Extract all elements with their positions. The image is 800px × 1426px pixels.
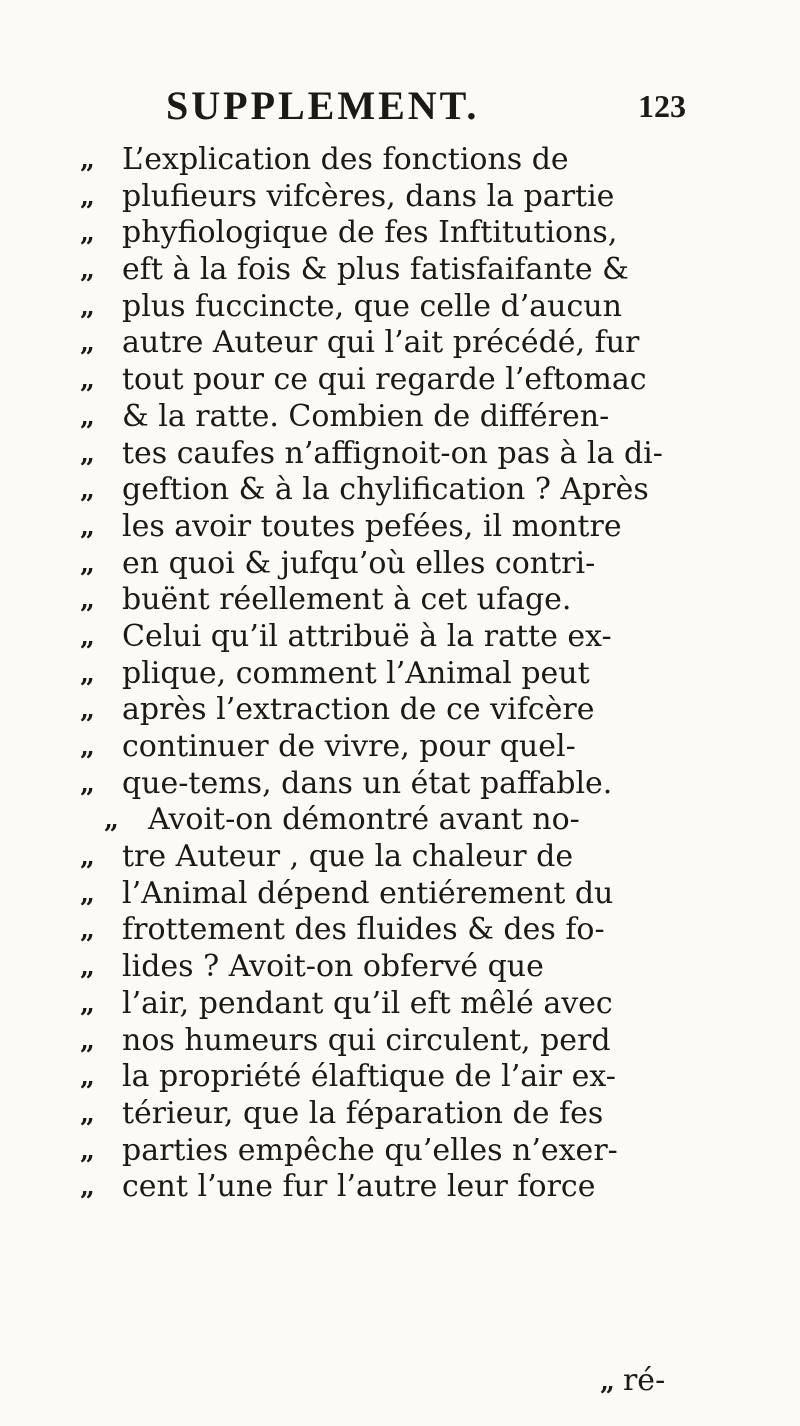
quote-mark: „ (104, 805, 119, 836)
line-text: cent l’une fur l’autre leur force (122, 1169, 596, 1205)
line-text: & la ratte. Combien de différen- (122, 398, 610, 434)
quote-mark: „ (80, 988, 95, 1019)
quote-mark: „ (80, 768, 95, 799)
line-text: après l’extraction de ce vifcère (122, 692, 595, 728)
quote-mark: „ (80, 511, 95, 542)
line-text: phyfiologique de fes Inftitutions, (122, 215, 618, 251)
line-text: eft à la fois & plus fatisfaifante & (122, 252, 629, 288)
text-line (80, 876, 780, 913)
quote-mark: „ (80, 438, 95, 469)
line-text: térieur, que la féparation de fes (122, 1095, 604, 1131)
text-line (80, 1096, 780, 1133)
text-line (80, 436, 780, 473)
quote-mark: „ (600, 1367, 615, 1397)
line-text: plufieurs vifcères, dans la partie (122, 178, 615, 214)
quote-mark: „ (80, 401, 95, 432)
text-line (80, 1023, 780, 1060)
quote-mark: „ (80, 1098, 95, 1129)
quote-mark: „ (80, 695, 95, 726)
quote-mark: „ (80, 548, 95, 579)
quote-mark: „ (80, 952, 95, 983)
text-line (80, 766, 780, 803)
line-text: l’Animal dépend entiérement du (122, 875, 614, 911)
line-text: nos humeurs qui circulent, perd (122, 1022, 611, 1058)
line-text: l’air, pendant qu’il eft mêlé avec (122, 985, 613, 1021)
running-title: SUPPLEMENT. (166, 83, 480, 128)
text-line (80, 1169, 780, 1206)
text-line (80, 289, 780, 326)
line-text: parties empêche qu’elles n’exer- (122, 1132, 618, 1168)
text-line (80, 912, 780, 949)
text-line (80, 179, 780, 216)
page-header (166, 82, 686, 134)
text-line (80, 252, 780, 289)
text-line (80, 472, 780, 509)
line-text: la propriété élaftique de l’air ex- (122, 1059, 616, 1095)
quote-mark: „ (80, 1062, 95, 1093)
quote-mark: „ (80, 878, 95, 909)
quote-mark: „ (80, 585, 95, 616)
quote-mark: „ (80, 145, 95, 175)
text-line (80, 839, 780, 876)
text-line (80, 546, 780, 583)
text-line (80, 325, 780, 362)
quote-mark: „ (80, 915, 95, 946)
quote-mark: „ (80, 842, 95, 873)
line-text: tes caufes n’affignoit-on pas à la di- (122, 435, 663, 471)
line-text: lides ? Avoit-on obfervé que (122, 949, 544, 985)
text-line (80, 399, 780, 436)
quote-mark: „ (80, 218, 95, 249)
text-line (80, 582, 780, 619)
quote-mark: „ (80, 732, 95, 762)
text-line (80, 949, 780, 986)
text-line (80, 215, 780, 252)
quote-mark: „ (80, 1172, 95, 1203)
quote-mark: „ (80, 475, 95, 506)
line-text: frottement des fluides & des fo- (122, 912, 605, 948)
quote-mark: „ (80, 1025, 95, 1056)
line-text: L’explication des fonctions de (122, 142, 569, 177)
line-text: buënt réellement à cet ufage. (122, 582, 572, 618)
text-line (80, 142, 780, 179)
text-line (80, 802, 780, 839)
quote-mark: „ (80, 621, 95, 652)
text-line (80, 1133, 780, 1170)
text-line (80, 509, 780, 546)
line-text: continuer de vivre, pour quel- (122, 729, 576, 764)
text-line (80, 729, 780, 766)
quote-mark: „ (80, 328, 95, 359)
text-line (80, 692, 780, 729)
text-body (80, 142, 780, 1206)
text-line (80, 656, 780, 693)
text-line (80, 619, 780, 656)
catchword (600, 1363, 665, 1398)
line-text: que-tems, dans un état paffable. (122, 765, 613, 801)
quote-mark: „ (80, 658, 95, 689)
text-line (80, 362, 780, 399)
line-text: en quoi & jufqu’où elles contri- (122, 545, 596, 581)
quote-mark: „ (80, 291, 95, 322)
quote-mark: „ (80, 1135, 95, 1166)
line-text: plus fuccincte, que celle d’aucun (122, 288, 622, 324)
line-text: Avoit-on démontré avant no- (148, 802, 580, 838)
text-line (80, 1059, 780, 1096)
catchword-text: ré- (622, 1363, 666, 1398)
line-text: tre Auteur , que la chaleur de (122, 839, 574, 875)
page-number: 123 (638, 88, 686, 124)
quote-mark: „ (80, 255, 95, 286)
text-line (80, 986, 780, 1023)
quote-mark: „ (80, 181, 95, 212)
line-text: tout pour ce qui regarde l’eftomac (122, 362, 647, 398)
line-text: autre Auteur qui l’ait précédé, fur (122, 325, 640, 361)
line-text: les avoir toutes pefées, il montre (122, 508, 622, 544)
line-text: geftion & à la chylification ? Après (122, 472, 649, 508)
line-text: plique, comment l’Animal peut (122, 655, 590, 691)
quote-mark: „ (80, 365, 95, 396)
line-text: Celui qu’il attribuë à la ratte ex- (122, 618, 612, 654)
